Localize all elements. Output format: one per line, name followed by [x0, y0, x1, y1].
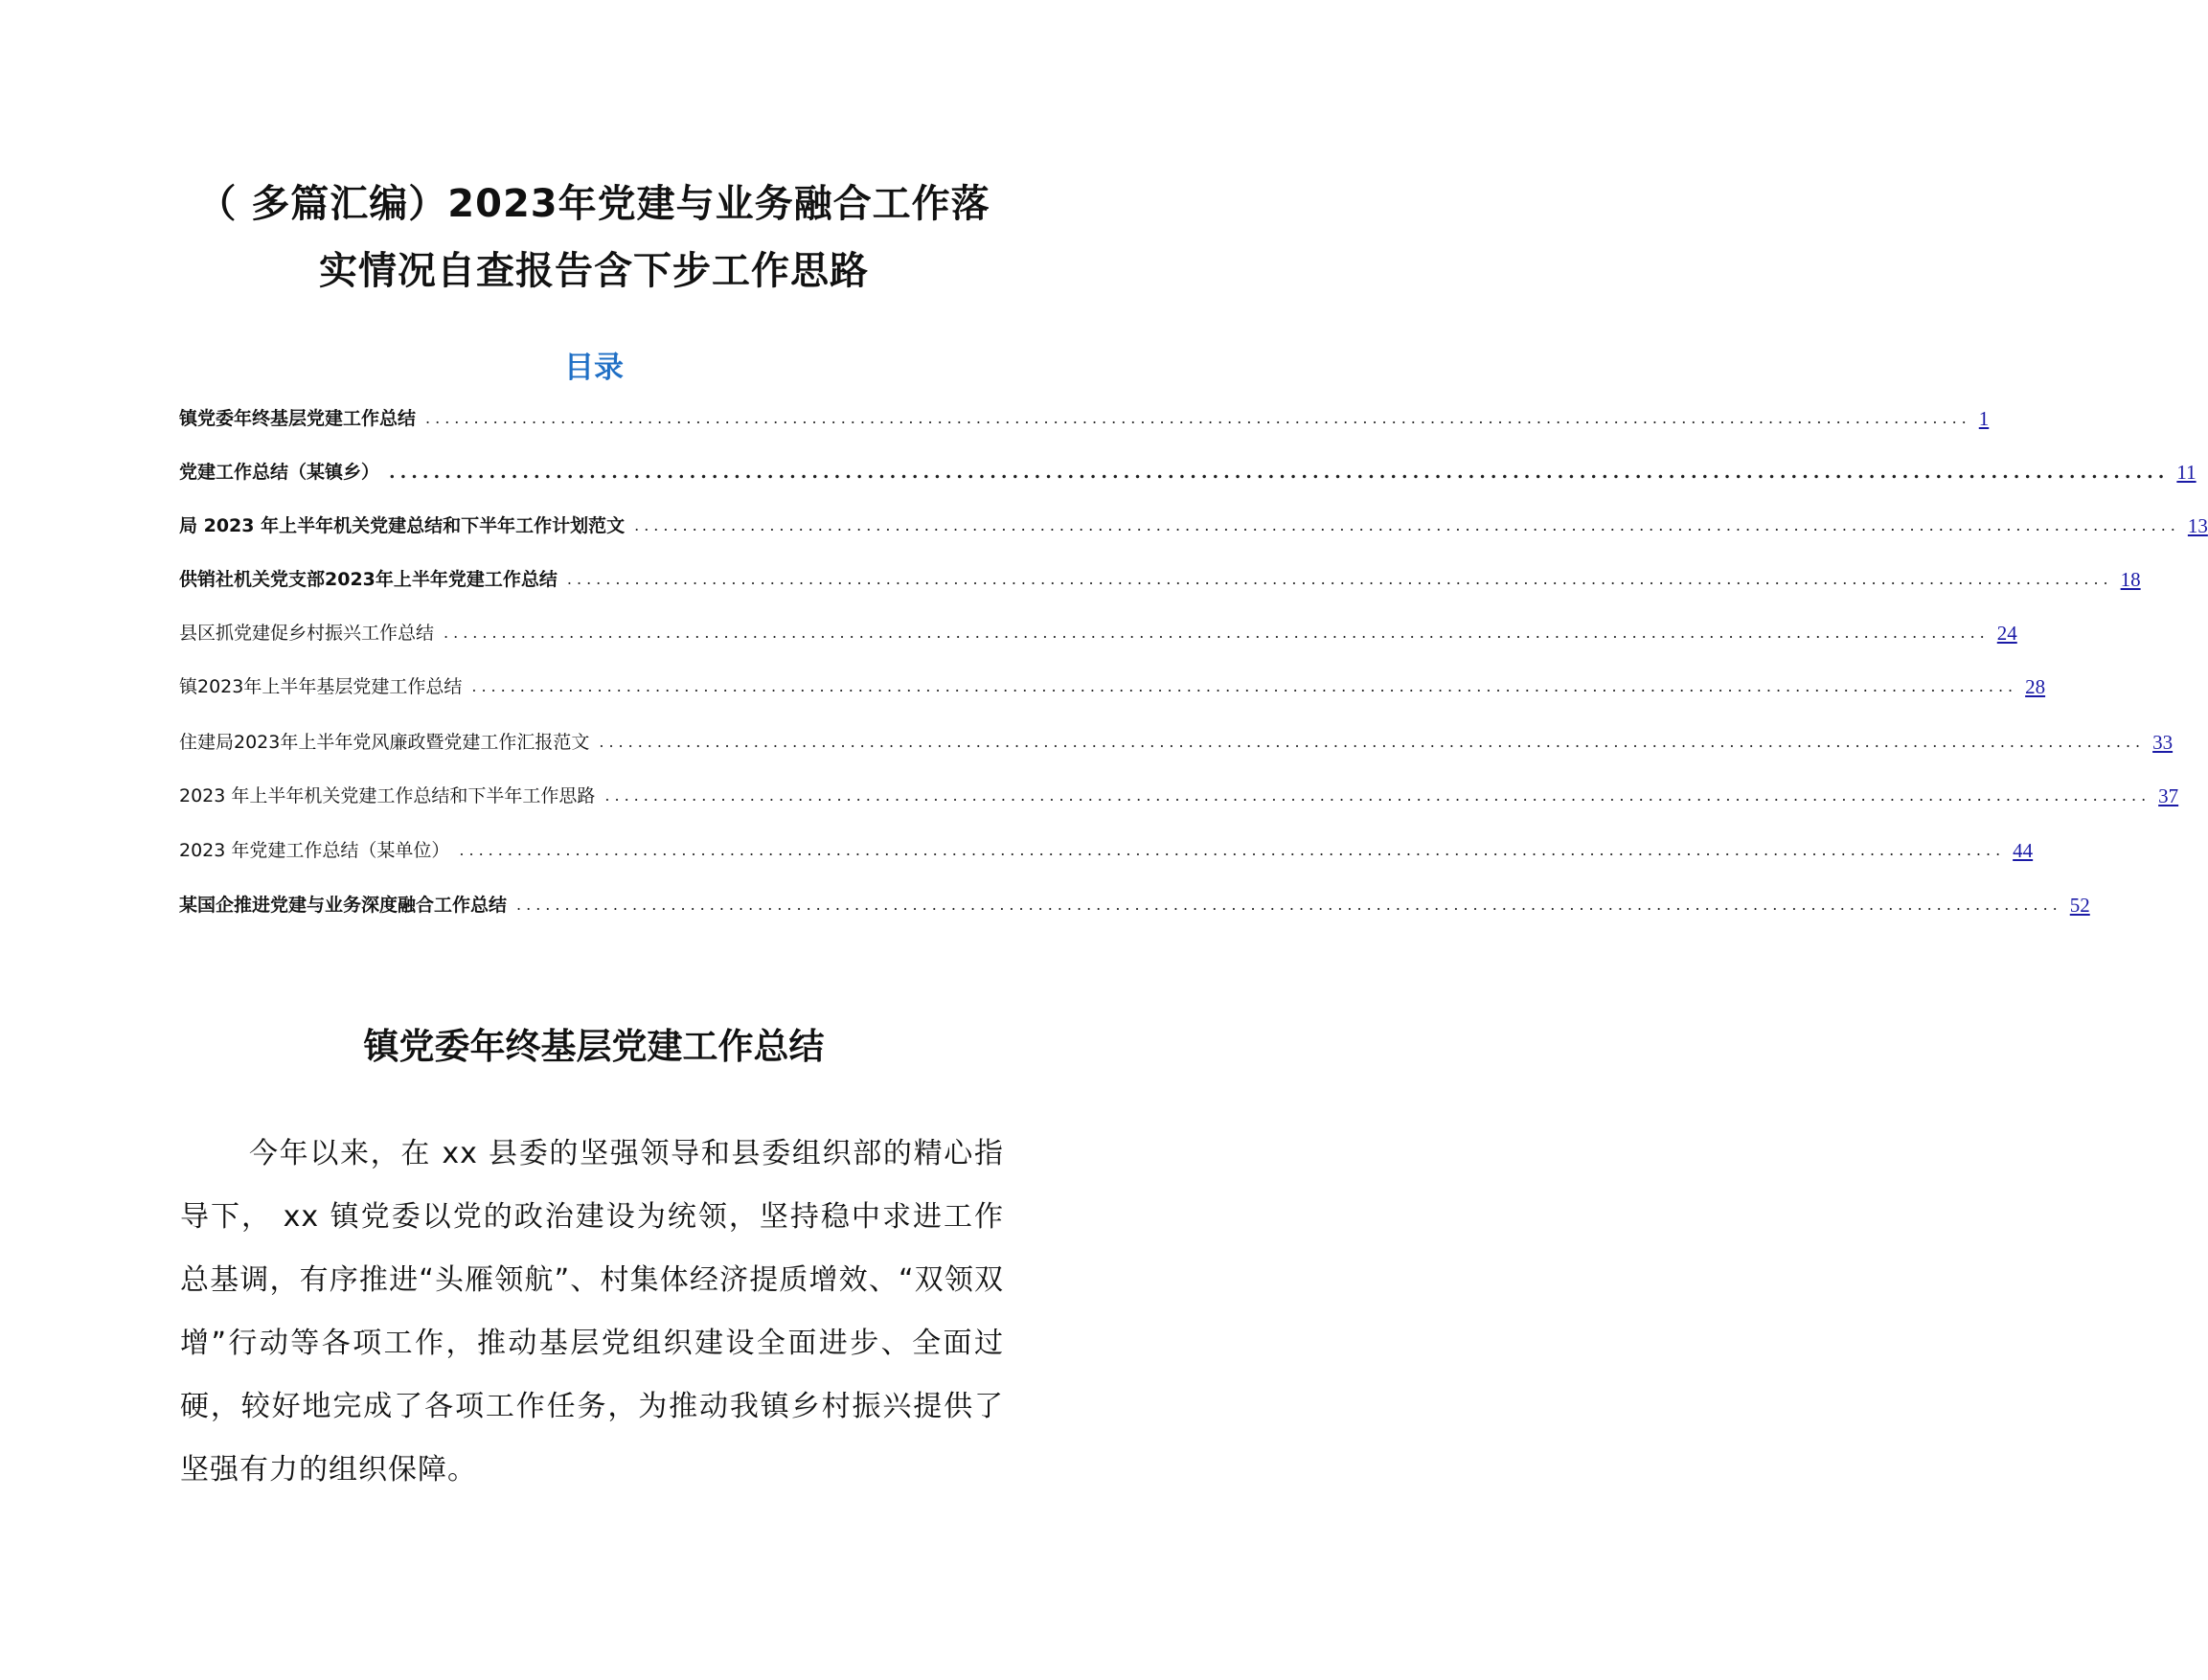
toc-entry-title[interactable]: 住建局2023年上半年党风廉政暨党建工作汇报范文 — [179, 732, 590, 753]
toc-entry-title[interactable]: 县区抓党建促乡村振兴工作总结 — [179, 623, 435, 644]
toc-leader-dots: ................................................................................................................................................................ — [459, 841, 2006, 859]
document-title-line-2: 实情况自查报告含下步工作思路 — [319, 249, 869, 293]
toc-leader-dots: ................................................................................................................................................................ — [425, 409, 1971, 427]
body-paragraph: 今年以来，在 xx 县委的坚强领导和县委组织部的精心指导下， xx 镇党委以党的政治建设为统领，坚持稳中求进工作总基调，有序推进“头雁领航”、村集体经济提质增效、“双领双增”行动等各项工作，推动基层党组织建设全面进步、全面过硬，较好地完成了各项工作任务，为推动我镇乡村振兴提供了坚强有力的组织保障。 — [180, 1137, 1004, 1487]
document-title — [144, 170, 1044, 305]
toc-entry-title[interactable]: 镇2023年上半年基层党建工作总结 — [179, 676, 463, 697]
toc-leader-dots: ................................................................................................................................................................ — [599, 733, 2146, 751]
toc-leader-dots: ................................................................................................................................................................ — [604, 786, 2151, 805]
toc-page-link[interactable]: 28 — [2025, 675, 2046, 698]
toc-leader-dots: ................................................................................................................................................................ — [516, 896, 2062, 914]
toc-entry-title[interactable]: 某国企推进党建与业务深度融合工作总结 — [179, 895, 508, 916]
toc-entry[interactable] — [179, 561, 2141, 594]
toc-entry[interactable] — [179, 778, 2179, 810]
toc-page-link[interactable]: 44 — [2013, 839, 2034, 862]
toc-page-link[interactable]: 18 — [2120, 568, 2141, 591]
toc-entry[interactable] — [179, 400, 1990, 433]
toc-page-link[interactable]: 11 — [2176, 461, 2197, 484]
document-title-line-1: （ 多篇汇编）2023年党建与业务融合工作落 — [197, 182, 990, 226]
toc-leader-dots: ................................................................................................................................................................ — [471, 677, 2018, 695]
toc-heading: 目录 — [564, 351, 624, 385]
toc-page-link[interactable]: 37 — [2158, 784, 2179, 807]
section-title: 镇党委年终基层党建工作总结 — [363, 1026, 825, 1067]
toc-entry-title[interactable]: 镇党委年终基层党建工作总结 — [179, 408, 417, 429]
toc-entry[interactable] — [179, 669, 2046, 701]
toc-page-link[interactable]: 1 — [1978, 407, 1990, 430]
toc-entry-title[interactable]: 供销社机关党支部2023年上半年党建工作总结 — [179, 569, 558, 590]
toc-entry-title[interactable]: 局 2023 年上半年机关党建总结和下半年工作计划范文 — [179, 515, 626, 536]
toc-leader-dots: ................................................................................................................................................................ — [634, 516, 2180, 534]
toc-entry[interactable] — [179, 615, 2017, 647]
toc-entry-title[interactable]: 党建工作总结（某镇乡） — [179, 462, 380, 483]
toc-page-link[interactable]: 13 — [2187, 514, 2208, 537]
toc-leader-dots: ................................................................................................................................................................ — [389, 462, 2170, 483]
toc-entry[interactable] — [179, 832, 2034, 865]
toc-entry[interactable] — [179, 724, 2174, 757]
toc-entry-title[interactable]: 2023 年党建工作总结（某单位） — [179, 840, 450, 861]
toc-page-link[interactable]: 24 — [1996, 622, 2017, 645]
toc-page-link[interactable]: 33 — [2152, 731, 2174, 754]
toc-page-link[interactable]: 52 — [2069, 894, 2090, 917]
toc-entry[interactable] — [179, 887, 2090, 919]
toc-leader-dots: ................................................................................................................................................................ — [566, 570, 2113, 588]
toc-entry[interactable] — [179, 508, 2208, 540]
toc-entry[interactable] — [179, 454, 2197, 487]
toc-leader-dots: ................................................................................................................................................................ — [444, 624, 1990, 642]
toc-entry-title[interactable]: 2023 年上半年机关党建工作总结和下半年工作思路 — [179, 785, 596, 806]
